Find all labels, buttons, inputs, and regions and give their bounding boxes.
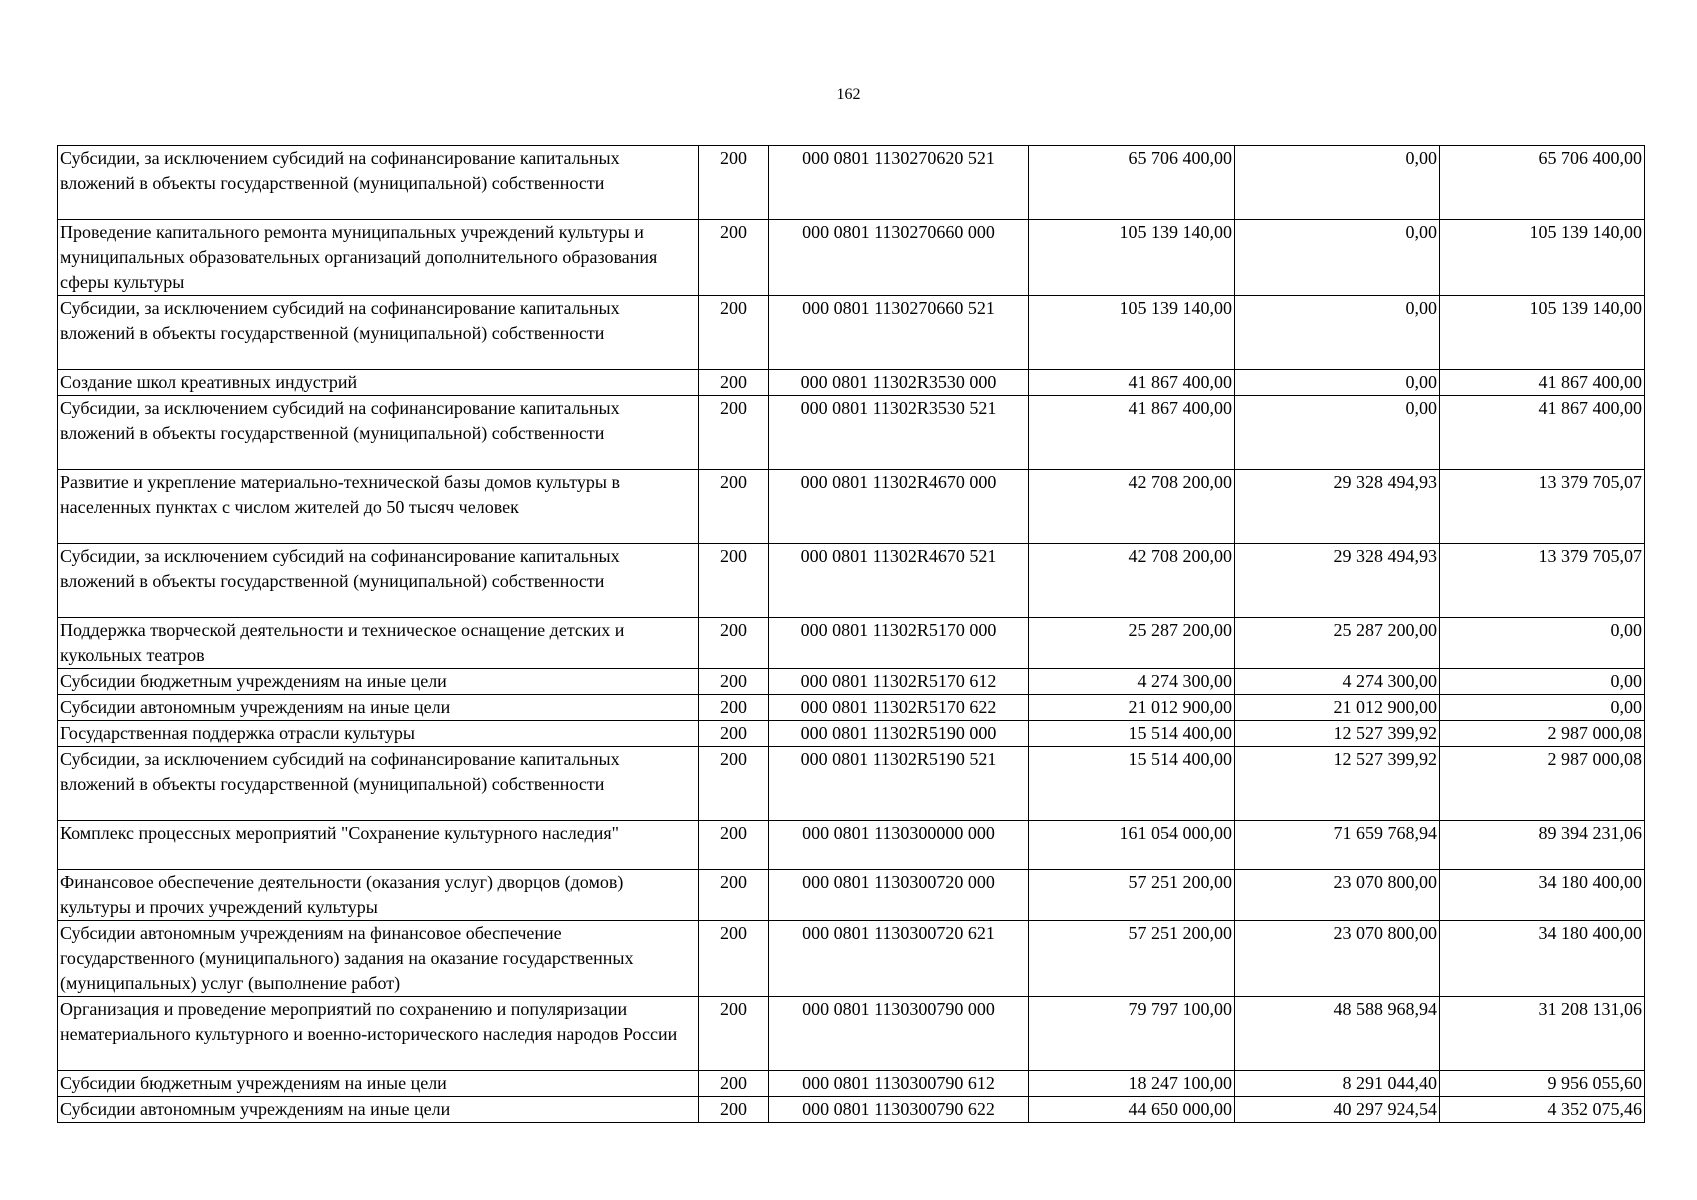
cell-name: Субсидии бюджетным учреждениям на иные цели (58, 669, 699, 695)
table-row (58, 396, 1645, 470)
cell-planned: 18 247 100,00 (1029, 1071, 1235, 1097)
table-row (58, 997, 1645, 1071)
cell-name: Субсидии, за исключением субсидий на софинансирование капитальных вложений в объекты государственной (муниципальной) собственности (58, 396, 699, 470)
cell-name: Развитие и укрепление материально-технической базы домов культуры в населенных пунктах с числом жителей до 50 тысяч человек (58, 470, 699, 544)
cell-executed: 48 588 968,94 (1235, 997, 1440, 1071)
cell-planned: 65 706 400,00 (1029, 146, 1235, 220)
cell-budget-code: 000 0801 1130270660 521 (769, 296, 1029, 370)
cell-remainder: 105 139 140,00 (1440, 296, 1645, 370)
cell-budget-code: 000 0801 11302R5170 612 (769, 669, 1029, 695)
cell-name: Субсидии автономным учреждениям на иные цели (58, 695, 699, 721)
cell-executed: 0,00 (1235, 296, 1440, 370)
cell-budget-code: 000 0801 1130300720 000 (769, 870, 1029, 921)
cell-name: Субсидии, за исключением субсидий на софинансирование капитальных вложений в объекты государственной (муниципальной) собственности (58, 296, 699, 370)
cell-budget-code: 000 0801 11302R3530 521 (769, 396, 1029, 470)
cell-admin-code: 200 (699, 370, 769, 396)
cell-budget-code: 000 0801 1130300790 000 (769, 997, 1029, 1071)
cell-name: Субсидии автономным учреждениям на иные цели (58, 1097, 699, 1123)
cell-remainder: 2 987 000,08 (1440, 747, 1645, 821)
cell-name: Субсидии, за исключением субсидий на софинансирование капитальных вложений в объекты государственной (муниципальной) собственности (58, 747, 699, 821)
cell-remainder: 34 180 400,00 (1440, 921, 1645, 997)
cell-budget-code: 000 0801 1130300790 622 (769, 1097, 1029, 1123)
table-row (58, 821, 1645, 870)
cell-executed: 23 070 800,00 (1235, 870, 1440, 921)
table-body (58, 146, 1645, 1123)
cell-name: Субсидии, за исключением субсидий на софинансирование капитальных вложений в объекты государственной (муниципальной) собственности (58, 544, 699, 618)
cell-admin-code: 200 (699, 618, 769, 669)
cell-remainder: 0,00 (1440, 695, 1645, 721)
table-row (58, 747, 1645, 821)
cell-remainder: 89 394 231,06 (1440, 821, 1645, 870)
budget-execution-table (57, 145, 1645, 1123)
cell-name: Субсидии бюджетным учреждениям на иные цели (58, 1071, 699, 1097)
cell-admin-code: 200 (699, 544, 769, 618)
cell-planned: 105 139 140,00 (1029, 220, 1235, 296)
cell-executed: 0,00 (1235, 396, 1440, 470)
table-row (58, 1071, 1645, 1097)
table-row (58, 721, 1645, 747)
cell-admin-code: 200 (699, 1071, 769, 1097)
cell-planned: 25 287 200,00 (1029, 618, 1235, 669)
cell-planned: 4 274 300,00 (1029, 669, 1235, 695)
cell-planned: 15 514 400,00 (1029, 747, 1235, 821)
cell-remainder: 0,00 (1440, 669, 1645, 695)
cell-budget-code: 000 0801 11302R4670 000 (769, 470, 1029, 544)
table-row (58, 370, 1645, 396)
cell-remainder: 4 352 075,46 (1440, 1097, 1645, 1123)
cell-planned: 57 251 200,00 (1029, 870, 1235, 921)
cell-name: Субсидии, за исключением субсидий на софинансирование капитальных вложений в объекты государственной (муниципальной) собственности (58, 146, 699, 220)
cell-name: Государственная поддержка отрасли культуры (58, 721, 699, 747)
cell-remainder: 2 987 000,08 (1440, 721, 1645, 747)
cell-admin-code: 200 (699, 821, 769, 870)
cell-admin-code: 200 (699, 997, 769, 1071)
cell-admin-code: 200 (699, 721, 769, 747)
cell-planned: 15 514 400,00 (1029, 721, 1235, 747)
cell-budget-code: 000 0801 1130270660 000 (769, 220, 1029, 296)
cell-remainder: 0,00 (1440, 618, 1645, 669)
cell-name: Проведение капитального ремонта муниципальных учреждений культуры и муниципальных образовательных организаций дополнительного образования сферы культуры (58, 220, 699, 296)
page-number: 162 (836, 86, 861, 103)
cell-name: Субсидии автономным учреждениям на финансовое обеспечение государственного (муниципального) задания на оказание государственных (муниципальных) услуг (выполнение работ) (58, 921, 699, 997)
cell-executed: 0,00 (1235, 220, 1440, 296)
cell-executed: 0,00 (1235, 146, 1440, 220)
cell-name: Финансовое обеспечение деятельности (оказания услуг) дворцов (домов) культуры и прочих учреждений культуры (58, 870, 699, 921)
cell-remainder: 34 180 400,00 (1440, 870, 1645, 921)
cell-executed: 29 328 494,93 (1235, 470, 1440, 544)
table-row (58, 695, 1645, 721)
cell-budget-code: 000 0801 1130300000 000 (769, 821, 1029, 870)
cell-remainder: 13 379 705,07 (1440, 544, 1645, 618)
cell-executed: 12 527 399,92 (1235, 747, 1440, 821)
cell-remainder: 13 379 705,07 (1440, 470, 1645, 544)
cell-executed: 0,00 (1235, 370, 1440, 396)
cell-planned: 42 708 200,00 (1029, 544, 1235, 618)
table-row (58, 618, 1645, 669)
table-row (58, 220, 1645, 296)
cell-planned: 21 012 900,00 (1029, 695, 1235, 721)
cell-admin-code: 200 (699, 470, 769, 544)
cell-name: Организация и проведение мероприятий по сохранению и популяризации нематериального культурного и военно-исторического наследия народов России (58, 997, 699, 1071)
cell-admin-code: 200 (699, 870, 769, 921)
cell-planned: 41 867 400,00 (1029, 370, 1235, 396)
cell-planned: 57 251 200,00 (1029, 921, 1235, 997)
cell-budget-code: 000 0801 11302R4670 521 (769, 544, 1029, 618)
cell-admin-code: 200 (699, 695, 769, 721)
cell-budget-code: 000 0801 11302R5170 000 (769, 618, 1029, 669)
cell-executed: 71 659 768,94 (1235, 821, 1440, 870)
cell-executed: 25 287 200,00 (1235, 618, 1440, 669)
cell-executed: 29 328 494,93 (1235, 544, 1440, 618)
cell-executed: 8 291 044,40 (1235, 1071, 1440, 1097)
cell-planned: 44 650 000,00 (1029, 1097, 1235, 1123)
cell-name: Создание школ креативных индустрий (58, 370, 699, 396)
cell-admin-code: 200 (699, 146, 769, 220)
cell-executed: 23 070 800,00 (1235, 921, 1440, 997)
cell-admin-code: 200 (699, 921, 769, 997)
table-row (58, 296, 1645, 370)
table-row (58, 1097, 1645, 1123)
cell-planned: 161 054 000,00 (1029, 821, 1235, 870)
cell-executed: 4 274 300,00 (1235, 669, 1440, 695)
cell-planned: 41 867 400,00 (1029, 396, 1235, 470)
table-row (58, 921, 1645, 997)
cell-budget-code: 000 0801 11302R5190 521 (769, 747, 1029, 821)
table-row (58, 544, 1645, 618)
cell-admin-code: 200 (699, 220, 769, 296)
cell-budget-code: 000 0801 1130300790 612 (769, 1071, 1029, 1097)
cell-executed: 12 527 399,92 (1235, 721, 1440, 747)
cell-name: Поддержка творческой деятельности и техническое оснащение детских и кукольных театров (58, 618, 699, 669)
cell-budget-code: 000 0801 1130270620 521 (769, 146, 1029, 220)
cell-name: Комплекс процессных мероприятий "Сохранение культурного наследия" (58, 821, 699, 870)
table-row (58, 669, 1645, 695)
cell-executed: 21 012 900,00 (1235, 695, 1440, 721)
cell-remainder: 41 867 400,00 (1440, 370, 1645, 396)
cell-budget-code: 000 0801 1130300720 621 (769, 921, 1029, 997)
cell-remainder: 41 867 400,00 (1440, 396, 1645, 470)
cell-admin-code: 200 (699, 396, 769, 470)
cell-planned: 105 139 140,00 (1029, 296, 1235, 370)
table-row (58, 470, 1645, 544)
cell-admin-code: 200 (699, 1097, 769, 1123)
cell-remainder: 31 208 131,06 (1440, 997, 1645, 1071)
cell-budget-code: 000 0801 11302R3530 000 (769, 370, 1029, 396)
cell-remainder: 105 139 140,00 (1440, 220, 1645, 296)
cell-admin-code: 200 (699, 747, 769, 821)
cell-admin-code: 200 (699, 296, 769, 370)
cell-executed: 40 297 924,54 (1235, 1097, 1440, 1123)
cell-remainder: 9 956 055,60 (1440, 1071, 1645, 1097)
cell-planned: 42 708 200,00 (1029, 470, 1235, 544)
cell-budget-code: 000 0801 11302R5190 000 (769, 721, 1029, 747)
table-row (58, 870, 1645, 921)
table-row (58, 146, 1645, 220)
cell-remainder: 65 706 400,00 (1440, 146, 1645, 220)
cell-admin-code: 200 (699, 669, 769, 695)
cell-planned: 79 797 100,00 (1029, 997, 1235, 1071)
cell-budget-code: 000 0801 11302R5170 622 (769, 695, 1029, 721)
